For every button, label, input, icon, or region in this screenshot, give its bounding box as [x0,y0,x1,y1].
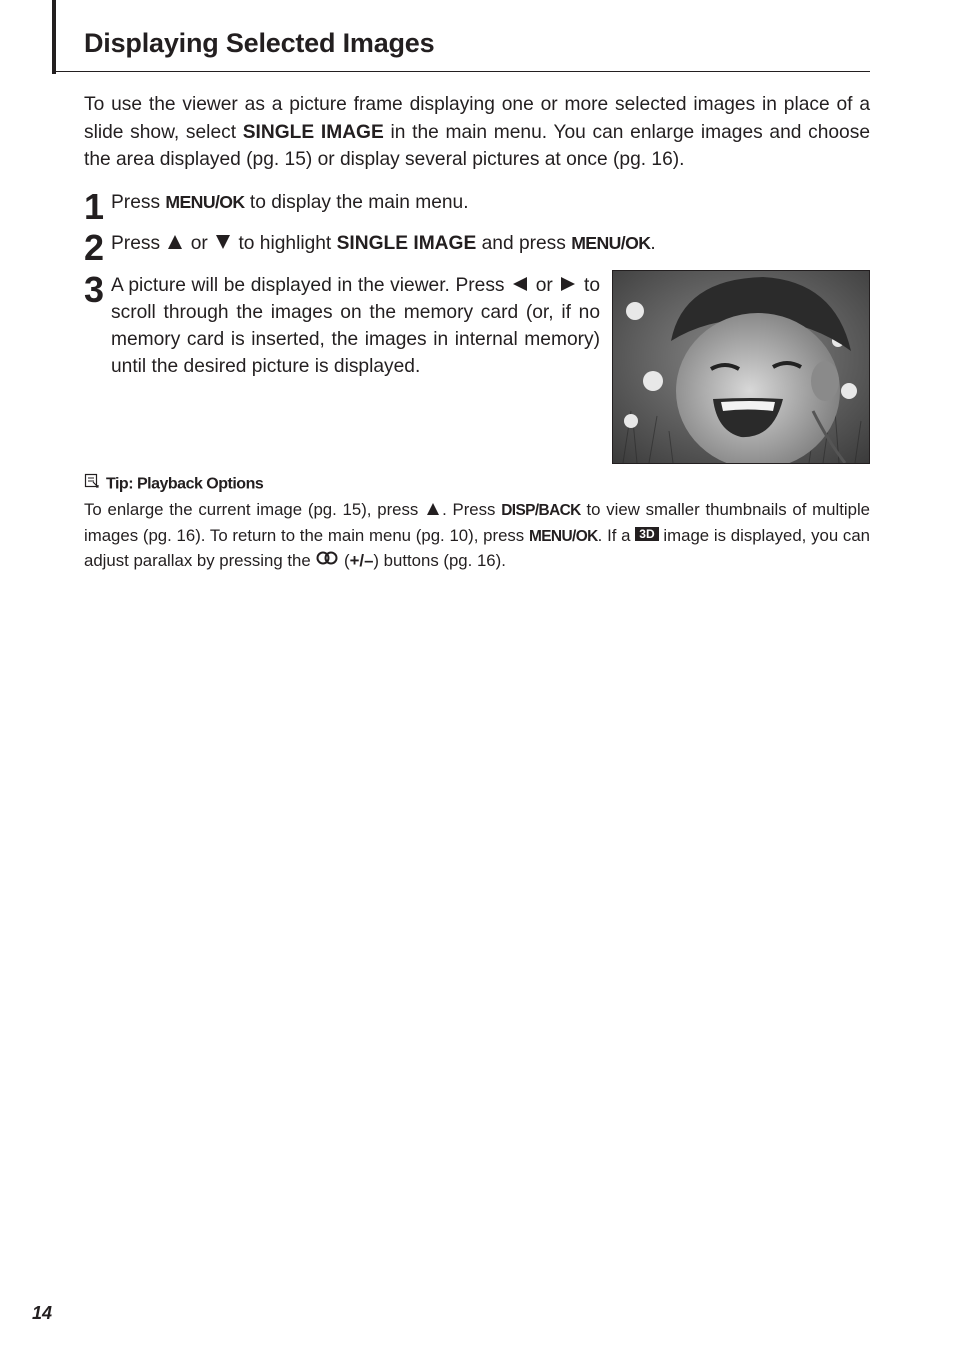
tip-text-part: . If a [597,525,636,545]
step-number: 3 [84,269,104,310]
title-rule [56,71,870,72]
tip-text-part: . Press [442,500,502,519]
step-text-part: . [650,233,656,254]
plus-minus-label: +/– [349,551,374,570]
tip-text-part: to view smaller thumbnails of multiple images (pg. 16). To return to the main menu (pg. 10), press [84,500,871,545]
tip-note-icon [84,473,100,494]
step-text-part: or [185,233,214,254]
step-text-part: and press [476,233,572,254]
step-text [111,230,656,257]
menu-ok-key: MENU/OK [528,527,598,545]
intro-text-2: in the main menu. You can enlarge images and choose the area displayed (pg. 15) or display several pictures at once (pg. 16). [84,121,870,170]
menu-ok-key: MENU/OK [571,233,651,253]
step-number: 2 [84,227,104,268]
page-title: Displaying Selected Images [84,28,435,58]
step-text-part: to scroll through the images on the memory card (or, if no memory card is inserted, the images in internal memory) until the desired picture is displayed. [111,275,600,377]
step-text-part: to highlight [233,233,337,254]
single-image-label: SINGLE IMAGE [336,233,477,254]
step-text-part: Press [111,192,166,213]
tip-text-part: ( [339,551,350,570]
step-text-part: to display the main menu. [244,192,469,213]
triangle-left-icon [513,277,527,291]
parallax-icon [316,548,338,573]
menu-ok-key: MENU/OK [165,192,245,212]
3d-badge-icon: 3D [635,527,658,541]
step-text [111,272,600,380]
triangle-up-icon [427,503,439,515]
page-number: 14 [32,1303,53,1323]
tip-text-part: ) buttons (pg. 16). [373,551,506,570]
intro-paragraph [84,91,870,174]
triangle-right-icon [561,277,575,291]
tip-heading [84,474,263,495]
photo-illustration [613,271,869,463]
section-bar [52,0,56,74]
tip-text-part: To enlarge the current image (pg. 15), press [84,500,425,519]
step-number: 1 [84,186,104,227]
step-text [111,189,469,216]
single-image-label: SINGLE IMAGE [242,121,384,143]
step-text-part: A picture will be displayed in the viewer. Press [111,275,511,296]
intro-text-1: To use the viewer as a picture frame displaying one or more selected images in place of a slide show, select [84,94,870,143]
triangle-up-icon [168,235,182,249]
tip-body [84,498,870,574]
tip-heading-text: Tip: Playback Options [106,475,264,493]
tip-text-part: image is displayed, you can adjust parallax by pressing the [84,525,870,570]
smiling-child-photo [612,270,870,464]
disp-back-key: DISP/BACK [501,502,581,519]
step-text-part: Press [111,233,166,254]
triangle-down-icon [216,235,230,249]
step-text-part: or [530,275,559,296]
